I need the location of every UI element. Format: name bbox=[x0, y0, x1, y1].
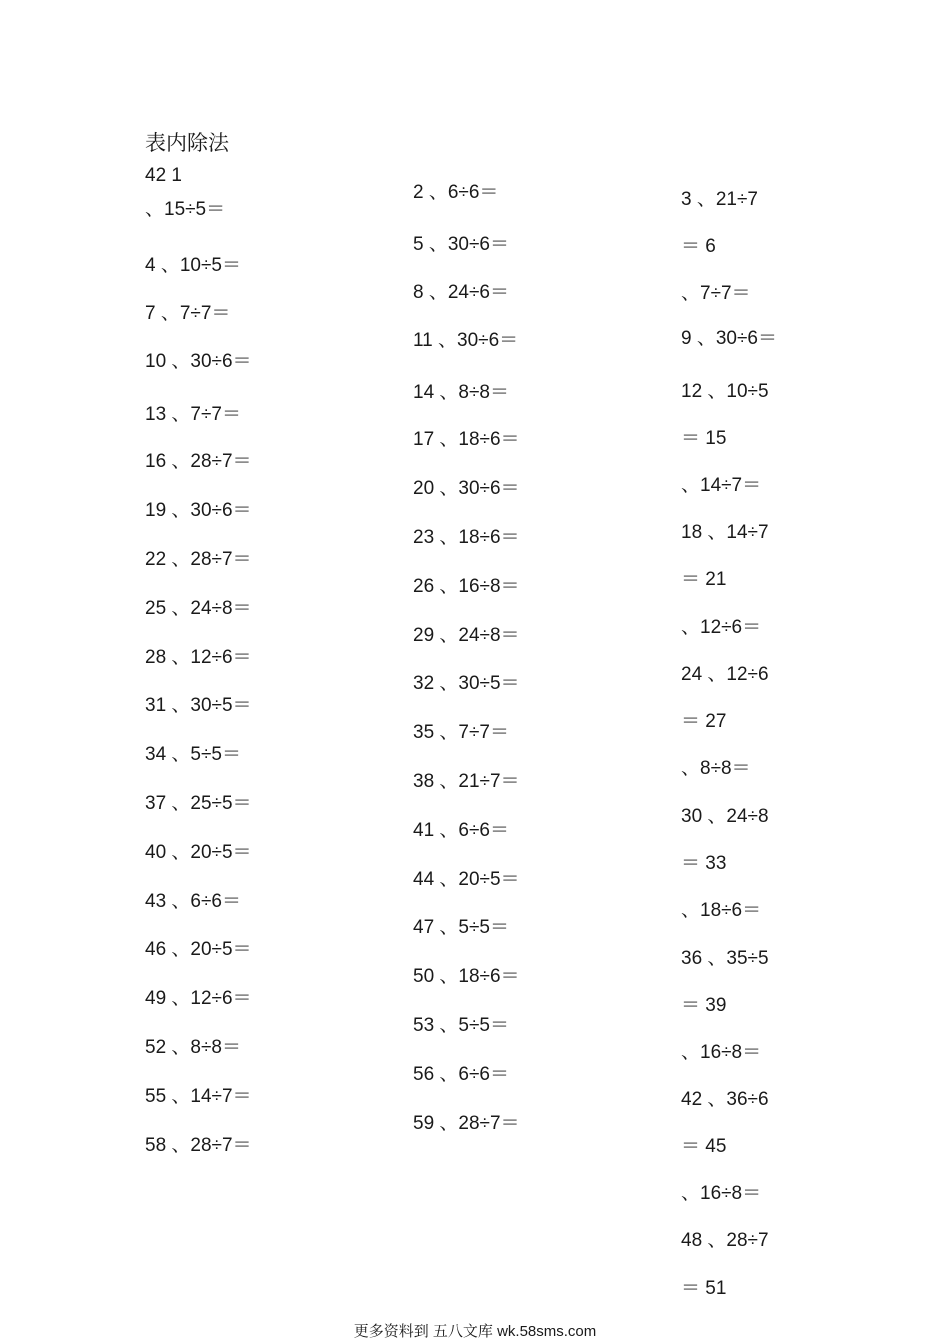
problem-line: 12 、10÷5 bbox=[681, 381, 769, 402]
problem-line: 14 、8÷8＝ bbox=[413, 382, 509, 403]
problem-line: 56 、6÷6＝ bbox=[413, 1064, 509, 1085]
problem-line: 29 、24÷8＝ bbox=[413, 625, 520, 646]
problem-line: 40 、20÷5＝ bbox=[145, 842, 252, 863]
problem-line: ＝ 6 bbox=[681, 236, 716, 257]
problem-line: 58 、28÷7＝ bbox=[145, 1135, 252, 1156]
problem-line: 、16÷8＝ bbox=[681, 1042, 762, 1063]
problem-line: ＝ 21 bbox=[681, 569, 727, 590]
problem-line: 、18÷6＝ bbox=[681, 900, 762, 921]
problem-line: 48 、28÷7 bbox=[681, 1230, 769, 1251]
problem-line: 35 、7÷7＝ bbox=[413, 722, 509, 743]
problem-line: 、16÷8＝ bbox=[681, 1183, 762, 1204]
problem-line: 19 、30÷6＝ bbox=[145, 500, 252, 521]
problem-line: 11 、30÷6＝ bbox=[413, 330, 519, 351]
footer-watermark-text: 更多资料到 五八文库 wk.58sms.com bbox=[353, 1323, 597, 1340]
problem-line: 28 、12÷6＝ bbox=[145, 647, 252, 668]
problem-line: 24 、12÷6 bbox=[681, 664, 769, 685]
problem-line: 32 、30÷5＝ bbox=[413, 673, 520, 694]
problem-line: 47 、5÷5＝ bbox=[413, 917, 509, 938]
problem-line: 34 、5÷5＝ bbox=[145, 744, 241, 765]
problem-line: ＝ 27 bbox=[681, 711, 727, 732]
problem-line: 26 、16÷8＝ bbox=[413, 576, 520, 597]
problem-line: 9 、30÷6＝ bbox=[681, 328, 777, 349]
problem-line: 50 、18÷6＝ bbox=[413, 966, 520, 987]
problem-line: 、15÷5＝ bbox=[145, 199, 226, 220]
problem-line: 、12÷6＝ bbox=[681, 617, 762, 638]
problem-line: 20 、30÷6＝ bbox=[413, 478, 520, 499]
problem-line: 10 、30÷6＝ bbox=[145, 351, 252, 372]
problem-line: 37 、25÷5＝ bbox=[145, 793, 252, 814]
problem-line: 16 、28÷7＝ bbox=[145, 451, 252, 472]
problem-line: 、7÷7＝ bbox=[681, 283, 751, 304]
problem-line: 46 、20÷5＝ bbox=[145, 939, 252, 960]
problem-line: 18 、14÷7 bbox=[681, 522, 769, 543]
problem-line: 23 、18÷6＝ bbox=[413, 527, 520, 548]
problem-line: ＝ 39 bbox=[681, 995, 727, 1016]
problem-line: 、14÷7＝ bbox=[681, 475, 762, 496]
problem-line: ＝ 45 bbox=[681, 1136, 727, 1157]
problem-line: 31 、30÷5＝ bbox=[145, 695, 252, 716]
problem-line: 25 、24÷8＝ bbox=[145, 598, 252, 619]
problem-line: 30 、24÷8 bbox=[681, 806, 769, 827]
problem-line: 43 、6÷6＝ bbox=[145, 891, 241, 912]
problem-line: 44 、20÷5＝ bbox=[413, 869, 520, 890]
problem-line: 53 、5÷5＝ bbox=[413, 1015, 509, 1036]
problem-line: 36 、35÷5 bbox=[681, 948, 769, 969]
problem-line: 13 、7÷7＝ bbox=[145, 404, 241, 425]
problem-line: 41 、6÷6＝ bbox=[413, 820, 509, 841]
problem-line: 22 、28÷7＝ bbox=[145, 549, 252, 570]
problem-line: 2 、6÷6＝ bbox=[413, 182, 499, 203]
problem-line: 5 、30÷6＝ bbox=[413, 234, 509, 255]
problem-line: 3 、21÷7 bbox=[681, 189, 758, 210]
problem-line: 8 、24÷6＝ bbox=[413, 282, 509, 303]
problem-line: 42 、36÷6 bbox=[681, 1089, 769, 1110]
problem-line: 55 、14÷7＝ bbox=[145, 1086, 252, 1107]
problem-line: 17 、18÷6＝ bbox=[413, 429, 520, 450]
problem-line: 4 、10÷5＝ bbox=[145, 255, 241, 276]
problem-line: ＝ 33 bbox=[681, 853, 727, 874]
problem-line: 7 、7÷7＝ bbox=[145, 303, 231, 324]
page-title: 表内除法 bbox=[145, 131, 229, 155]
problem-line: ＝ 51 bbox=[681, 1278, 727, 1299]
problem-line: 52 、8÷8＝ bbox=[145, 1037, 241, 1058]
problem-line: 、8÷8＝ bbox=[681, 758, 751, 779]
problem-line: 49 、12÷6＝ bbox=[145, 988, 252, 1009]
problem-line: 42 1 bbox=[145, 165, 182, 186]
problem-line: ＝ 15 bbox=[681, 428, 727, 449]
problem-line: 38 、21÷7＝ bbox=[413, 771, 520, 792]
problem-line: 59 、28÷7＝ bbox=[413, 1113, 520, 1134]
